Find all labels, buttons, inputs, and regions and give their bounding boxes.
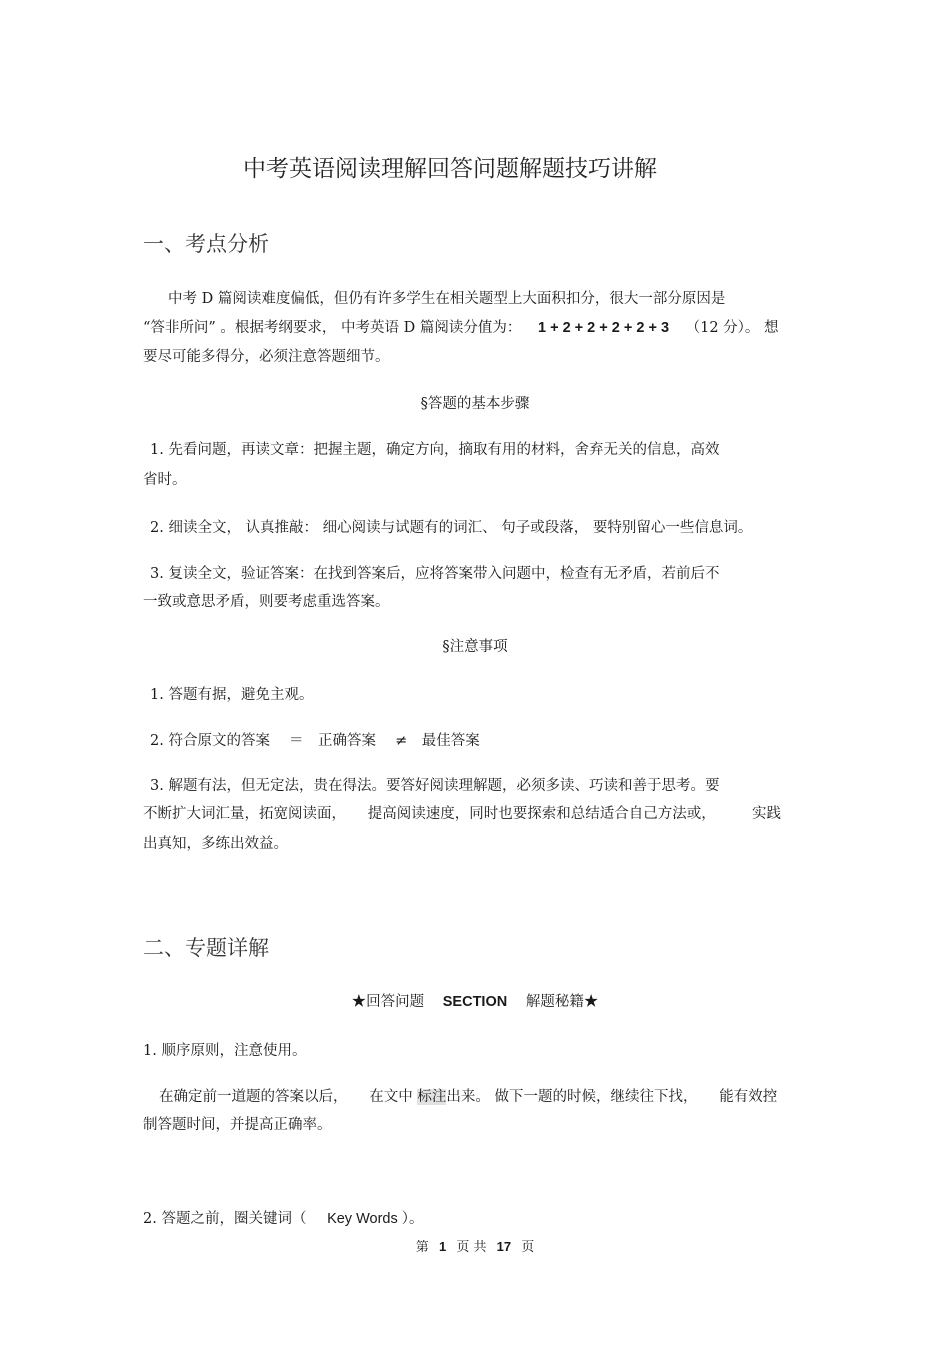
section-heading-details: 二、专题详解: [143, 936, 269, 960]
banner-right: 解题秘籍★: [525, 994, 599, 1010]
note-3-line-1: 3. 解题有法，但无定法，贵在得法。要答好阅读理解题，必须多读、巧读和善于思考。要: [150, 778, 720, 794]
banner-section-word: SECTION: [442, 994, 508, 1010]
step-3-line-1: 3. 复读全文，验证答案：在找到答案后，应将答案带入问题中，检查有无矛盾，若前后不: [150, 566, 720, 582]
note-1: 1. 答题有据，避免主观。: [150, 687, 314, 703]
footer-total-pages: 17: [496, 1239, 512, 1254]
footer-prefix: 第: [415, 1240, 429, 1255]
section-banner: [0, 988, 950, 1017]
intro-line-1: 中考 D 篇阅读难度偏低，但仍有许多学生在相关题型上大面积扣分，很大一部分原因是: [168, 291, 726, 307]
note-3-line-3: 出真知，多练出效益。: [143, 836, 288, 852]
footer-page-number: 1: [438, 1239, 447, 1254]
item-1-heading: 1. 顺序原则，注意使用。: [143, 1043, 307, 1059]
footer-middle: 页 共: [456, 1240, 487, 1255]
intro-line-3: 要尽可能多得分，必须注意答题细节。: [143, 349, 390, 365]
intro-line-2-text: “答非所问” 。根据考纲要求， 中考英语 D 篇阅读分值为：: [143, 320, 522, 336]
note-3-line-2: 不断扩大词汇量，拓宽阅读面， 提高阅读速度，同时也要探索和总结适合自己方法或， 实践: [143, 806, 781, 822]
section-heading-analysis: 一、考点分析: [143, 232, 269, 256]
steps-subtitle: §答题的基本步骤: [420, 396, 530, 412]
step-2: 2. 细读全文， 认真推敲： 细心阅读与试题有的词汇、 句子或段落， 要特别留心一些信息词。: [150, 520, 753, 536]
notes-subtitle: §注意事项: [442, 639, 508, 655]
item-2-text: 2. 答题之前，圈关键词（: [143, 1211, 307, 1227]
intro-line-2: [143, 314, 779, 343]
item-1-para-text-b: 出来。 做下一题的时候，继续往下找， 能有效控: [446, 1089, 778, 1105]
key-words-term: Key Words: [327, 1211, 398, 1227]
score-formula: 1 + 2 + 2 + 2 + 2 + 3: [538, 320, 670, 336]
page-footer: [0, 1236, 950, 1255]
step-1-line-2: 省时。: [143, 472, 187, 488]
note-2: 2. 符合原文的答案 ＝ 正确答案 ≠ 最佳答案: [150, 733, 480, 749]
item-2-heading: [143, 1205, 423, 1234]
item-1-para-line-1: [159, 1083, 777, 1112]
document-title: 中考英语阅读理解回答问题解题技巧讲解: [243, 156, 657, 182]
step-1-line-1: 1. 先看问题，再读文章：把握主题，确定方向，摘取有用的材料，舍弃无关的信息，高效: [150, 442, 720, 458]
step-3-line-2: 一致或意思矛盾，则要考虑重选答案。: [143, 594, 390, 610]
highlighted-term: 标注: [417, 1089, 447, 1105]
score-total: （12 分）。 想: [685, 320, 779, 336]
banner-left: ★回答问题: [351, 994, 425, 1010]
item-1-para-text-a: 在确定前一道题的答案以后， 在文中: [159, 1089, 413, 1105]
item-1-para-line-2: 制答题时间，并提高正确率。: [143, 1117, 332, 1133]
footer-suffix: 页: [521, 1240, 535, 1255]
item-2-close: ）。: [401, 1211, 424, 1227]
